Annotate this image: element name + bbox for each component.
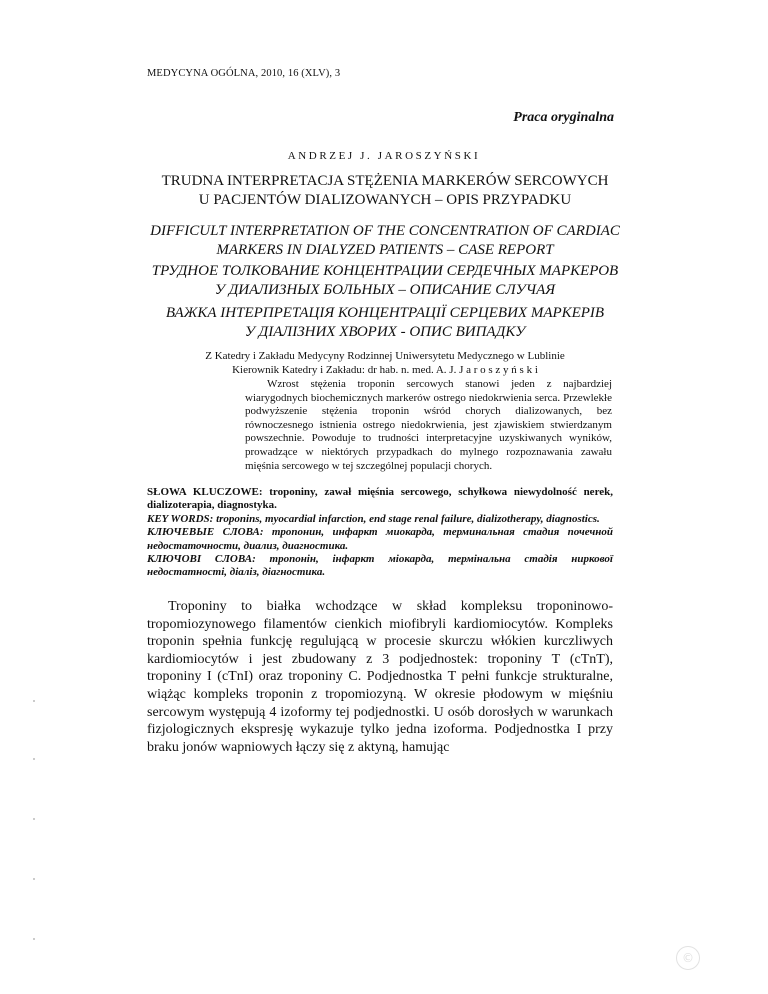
- title-polish-line: U PACJENTÓW DIALIZOWANYCH – OPIS PRZYPADKU: [198, 192, 572, 208]
- title-ukrainian-line: ВАЖКА ІНТЕРПРЕТАЦІЯ КОНЦЕНТРАЦІЇ СЕРЦЕВИХ МАРКЕРІВ: [165, 305, 605, 321]
- title-russian-line: У ДИАЛИЗНЫХ БОЛЬНЫХ – ОПИСАНИЕ СЛУЧАЯ: [214, 282, 556, 298]
- title-russian-line: ТРУДНОЕ ТОЛКОВАНИЕ КОНЦЕНТРАЦИИ СЕРДЕЧНЫХ МАРКЕРОВ: [151, 263, 619, 279]
- title-english: [120, 222, 650, 260]
- title-ukrainian-line: У ДІАЛІЗНИХ ХВОРИХ - ОПИС ВИПАДКУ: [244, 324, 526, 340]
- body-paragraph: Troponiny to białka wchodzące w skład kompleksu troponinowo-tropomiozynowego filamentów cienkich miofibryli kardiomiocytów. Kompleks troponin spełnia funkcję regulującą w procesie skurczu włókien kurczliwych kardiomiocytów i jest zbudowany z 3 podjednostek: troponiny T (cTnT), troponiny I (cTnI) oraz troponiny C. Podjednostka T pełni funkcje strukturalne, wiążąc kompleks troponin z tropomiozyną. W okresie płodowym w mięśniu sercowym występują 4 izoformy tej podjednostki. U osób dorosłych w warunkach fizjologicznych ekspresję wykazuje tylko jedna izoforma. Podjednostka I przy braku jonów wapniowych łączy się z aktyną, hamując: [147, 599, 613, 755]
- paper-type: Praca oryginalna: [513, 110, 614, 125]
- title-english-line: DIFFICULT INTERPRETATION OF THE CONCENTRATION OF CARDIAC: [150, 223, 620, 239]
- affiliation-line: Z Katedry i Zakładu Medycyny Rodzinnej Uniwersytetu Medycznego w Lublinie: [205, 350, 565, 362]
- affiliation-line: Kierownik Katedry i Zakładu: dr hab. n. med. A. J. J a r o s z y ń s k i: [232, 364, 538, 376]
- keywords-ukrainian: КЛЮЧОВІ СЛОВА: тропонін, інфаркт міокарда, термінальна стадія ниркової недостатності, діаліз, діагностика.: [147, 553, 613, 579]
- title-polish-line: TRUDNA INTERPRETACJA STĘŻENIA MARKERÓW SERCOWYCH: [161, 173, 609, 189]
- keywords-english: KEY WORDS: troponins, myocardial infarction, end stage renal failure, dializotherapy, diagnostics.: [147, 512, 600, 525]
- title-russian: [120, 262, 650, 300]
- title-ukrainian: [120, 304, 650, 342]
- keywords-polish: SŁOWA KLUCZOWE: troponiny, zawał mięśnia sercowego, schyłkowa niewydolność nerek, dializoterapia, diagnostyka.: [147, 486, 613, 512]
- affiliation: [120, 349, 650, 377]
- title-english-line: MARKERS IN DIALYZED PATIENTS – CASE REPORT: [216, 242, 554, 258]
- keywords-russian: КЛЮЧЕВЫЕ СЛОВА: тропонин, инфаркт миокарда, терминальная стадия почечной недостаточности, диализ, диагностика.: [147, 526, 613, 552]
- watermark-icon: ©: [676, 946, 700, 970]
- scan-margin-marks: [33, 700, 37, 960]
- title-polish: [120, 172, 650, 210]
- author-name: ANDRZEJ J. JAROSZYŃSKI: [287, 150, 481, 162]
- abstract: Wzrost stężenia troponin sercowych stanowi jeden z najbardziej wiarygodnych biochemicznych markerów ostrego niedokrwienia serca. Przewlekłe podwyższenie stężenia troponin wśród chorych dializowanych, bez równoczesnego istnienia ostrego niedokrwienia, jest zjawiskiem stwierdzanym powszechnie. Powoduje to trudności interpretacyjne uzyskiwanych wyników, prowadzące w niektórych przypadkach do mylnego rozpoznawania zawału mięśnia sercowego w tej szczególnej populacji chorych.: [245, 378, 612, 472]
- journal-header: MEDYCYNA OGÓLNA, 2010, 16 (XLV), 3: [147, 68, 341, 79]
- keywords-block: [147, 486, 613, 580]
